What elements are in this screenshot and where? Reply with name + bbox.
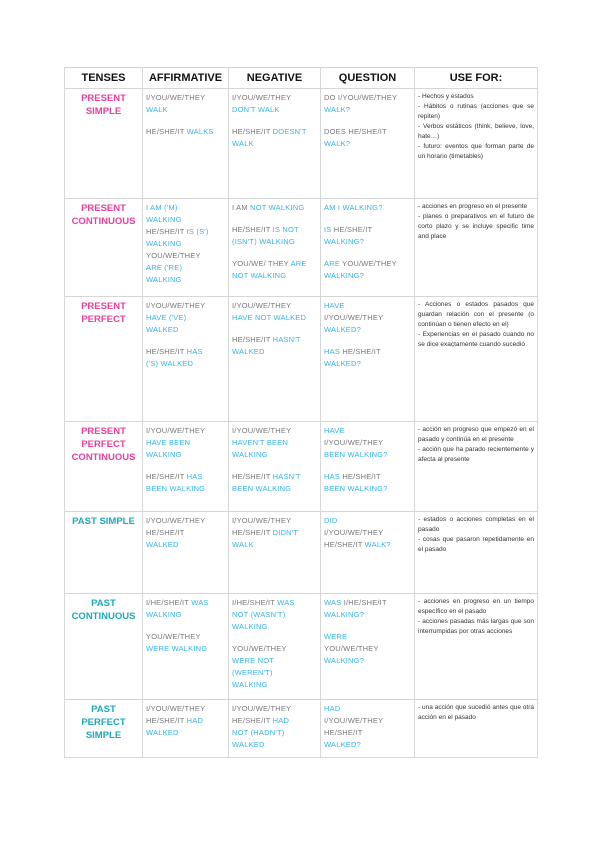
affirmative-line (146, 703, 225, 715)
table-row (65, 700, 538, 758)
affirmative-line (146, 715, 225, 727)
use-item: - cosas que pasaron repetidamente en el pasado (418, 536, 534, 553)
negative-line (232, 104, 317, 116)
verb-form: HAD (272, 716, 290, 725)
question-line (324, 515, 411, 527)
verb-form: WALKED? (324, 359, 361, 368)
verb-form: WALKING (146, 215, 182, 224)
header-affirmative: AFFIRMATIVE (143, 68, 229, 89)
verb-form: WALKING? (324, 610, 365, 619)
verb-form: WALKING (146, 275, 182, 284)
question-line (324, 471, 411, 483)
subject-text: HE/SHE/IT (146, 716, 187, 725)
tense-name: PRESENT PERFECT CONTINUOUS (65, 422, 143, 512)
use-item: - Verbos estáticos (think, believe, love, hate…) (418, 123, 534, 140)
verb-form: HAD (186, 716, 204, 725)
negative-line (232, 679, 317, 691)
use-item: - estados o acciones completas en el pasado (418, 516, 534, 533)
verb-form: WERE WALKING (146, 644, 208, 653)
affirmative-cell (143, 89, 229, 199)
question-line (324, 539, 411, 551)
affirmative-line (146, 300, 225, 312)
question-line (324, 437, 411, 449)
subject-text: I/HE/SHE/IT (343, 598, 387, 607)
verb-form: NOT WALKING (250, 203, 305, 212)
affirmative-line (146, 597, 225, 609)
subject-text: HE/SHE/IT (232, 127, 273, 136)
affirmative-line (146, 312, 225, 324)
subject-text: HE/SHE/IT (232, 472, 273, 481)
verb-form: WALKED (146, 325, 179, 334)
use-item: - acciones en progreso en un tiempo específico en el pasado (418, 598, 534, 615)
question-line (324, 425, 411, 437)
header-row (65, 68, 538, 89)
verb-form: HAD (324, 704, 341, 713)
line-gap (146, 116, 225, 126)
subject-text: YOU/WE/THEY (146, 632, 201, 641)
tense-name: PRESENT CONTINUOUS (65, 199, 143, 297)
verb-form: HAS (324, 347, 343, 356)
verb-form: NOT WALKING (232, 271, 287, 280)
verb-form: IS (324, 225, 334, 234)
subject-text: HE/SHE/IT (342, 347, 381, 356)
use-item: - acción en progreso que empezó en el pasado y continúa en el presente (418, 426, 534, 443)
negative-line (232, 609, 317, 621)
use-item: - futuro: eventos que forman parte de un horario (timetables) (418, 143, 534, 160)
header-question: QUESTION (321, 68, 415, 89)
affirmative-cell (143, 422, 229, 512)
question-line (324, 483, 411, 495)
verb-form: ARE ('RE) (146, 263, 183, 272)
line-gap (324, 248, 411, 258)
subject-text: HE/SHE/IT (333, 225, 373, 234)
table-row (65, 422, 538, 512)
negative-cell (229, 199, 321, 297)
use-item: - una acción que sucedió antes que otra acción en el pasado (418, 704, 534, 721)
verb-form: WALKING? (324, 237, 365, 246)
use-item: - Acciones o estados pasados que guardan relación con el presente (o continúan o tienen efecto en el) (418, 301, 534, 328)
question-cell (321, 199, 415, 297)
table-body (65, 89, 538, 758)
subject-text: YOU/WE/THEY (232, 644, 287, 653)
affirmative-line (146, 324, 225, 336)
negative-line (232, 539, 317, 551)
header-negative: NEGATIVE (229, 68, 321, 89)
subject-text: I/YOU/WE/THEY (232, 704, 292, 713)
negative-cell (229, 594, 321, 700)
negative-line (232, 643, 317, 655)
question-cell (321, 594, 415, 700)
question-cell (321, 422, 415, 512)
question-line (324, 346, 411, 358)
verb-form: WALK (232, 540, 254, 549)
negative-line (232, 715, 317, 727)
line-gap (146, 621, 225, 631)
negative-cell (229, 297, 321, 422)
negative-line (232, 471, 317, 483)
affirmative-line (146, 449, 225, 461)
question-line (324, 449, 411, 461)
verb-form: HAVE NOT WALKED (232, 313, 307, 322)
verb-form: DID (324, 516, 338, 525)
verb-form: I AM ('M) (146, 203, 178, 212)
affirmative-line (146, 104, 225, 116)
verb-form: DON'T WALK (232, 105, 280, 114)
subject-text: HE/SHE/IT (146, 528, 185, 537)
tense-name: PAST PERFECT SIMPLE (65, 700, 143, 758)
tenses-table (64, 67, 538, 758)
use-item: - acción que ha parado recientemente y afecta al presente (418, 446, 534, 463)
table-row (65, 297, 538, 422)
question-cell (321, 89, 415, 199)
question-line (324, 92, 411, 104)
question-line (324, 727, 411, 739)
use-cell (415, 700, 538, 758)
affirmative-line (146, 346, 225, 358)
use-cell (415, 512, 538, 594)
negative-line (232, 655, 317, 667)
verb-form: AM I WALKING? (324, 203, 383, 212)
affirmative-line (146, 425, 225, 437)
affirmative-cell (143, 700, 229, 758)
verb-form: HAS (186, 347, 203, 356)
verb-form: WALKED (146, 728, 179, 737)
subject-text: I/YOU/WE/THEY (324, 528, 384, 537)
affirmative-line (146, 202, 225, 214)
negative-line (232, 224, 317, 236)
question-line (324, 236, 411, 248)
negative-line (232, 667, 317, 679)
table-row (65, 594, 538, 700)
question-line (324, 643, 411, 655)
negative-cell (229, 512, 321, 594)
question-line (324, 358, 411, 370)
line-gap (324, 336, 411, 346)
subject-text: I/YOU/WE/THEY (232, 301, 292, 310)
verb-form: HAVE ('VE) (146, 313, 187, 322)
line-gap (324, 116, 411, 126)
affirmative-line (146, 609, 225, 621)
line-gap (324, 461, 411, 471)
line-gap (146, 336, 225, 346)
negative-line (232, 312, 317, 324)
subject-text: HE/SHE/IT (232, 528, 273, 537)
affirmative-line (146, 126, 225, 138)
table-row (65, 199, 538, 297)
negative-line (232, 202, 317, 214)
subject-text: I/HE/SHE/IT (232, 598, 278, 607)
affirmative-line (146, 527, 225, 539)
tense-name: PRESENT SIMPLE (65, 89, 143, 199)
verb-form: DOESN'T (272, 127, 307, 136)
verb-form: WALKING (232, 450, 268, 459)
affirmative-cell (143, 199, 229, 297)
subject-text: DO I/YOU/WE/THEY (324, 93, 398, 102)
question-line (324, 138, 411, 150)
verb-form: WALKED (232, 740, 265, 749)
use-item: - acciones pasadas más largas que son interrumpidas por otras acciones (418, 618, 534, 635)
verb-form: ARE (290, 259, 307, 268)
use-cell (415, 594, 538, 700)
use-cell (415, 422, 538, 512)
subject-text: HE/SHE/IT (232, 225, 273, 234)
verb-form: ARE (324, 259, 343, 268)
subject-text: YOU/WE/THEY (146, 251, 201, 260)
verb-form: WALK (146, 105, 168, 114)
use-cell (415, 89, 538, 199)
subject-text: HE/SHE/IT (232, 716, 273, 725)
verb-form: DIDN'T (272, 528, 299, 537)
negative-line (232, 425, 317, 437)
affirmative-cell (143, 594, 229, 700)
affirmative-line (146, 226, 225, 238)
use-cell (415, 297, 538, 422)
verb-form: WALKING (146, 239, 182, 248)
verb-form: BEEN WALKING? (324, 450, 388, 459)
negative-line (232, 334, 317, 346)
header-tenses: TENSES (65, 68, 143, 89)
question-line (324, 739, 411, 751)
verb-form: NOT (WASN'T) (232, 610, 286, 619)
use-item: - Hábitos o rutinas (acciones que se repiten) (418, 103, 534, 120)
negative-line (232, 300, 317, 312)
subject-text: HE/SHE/IT (324, 728, 363, 737)
negative-line (232, 703, 317, 715)
negative-line (232, 92, 317, 104)
question-line (324, 202, 411, 214)
header-use-for: USE FOR: (415, 68, 538, 89)
line-gap (324, 214, 411, 224)
negative-line (232, 346, 317, 358)
verb-form: WAS (324, 598, 344, 607)
verb-form: WERE NOT (232, 656, 275, 665)
question-line (324, 631, 411, 643)
question-line (324, 324, 411, 336)
verb-form: WALKS (186, 127, 214, 136)
tense-name: PRESENT PERFECT (65, 297, 143, 422)
use-item: - acciones en progreso en el presente (418, 203, 528, 210)
question-cell (321, 512, 415, 594)
affirmative-line (146, 643, 225, 655)
negative-line (232, 138, 317, 150)
subject-text: HE/SHE/IT (324, 540, 365, 549)
subject-text: I/YOU/WE/THEY (324, 438, 384, 447)
verb-form: IS (S') (186, 227, 209, 236)
affirmative-cell (143, 297, 229, 422)
question-line (324, 597, 411, 609)
affirmative-line (146, 515, 225, 527)
subject-text: HE/SHE/IT (146, 472, 187, 481)
subject-text: I/YOU/WE/THEY (146, 516, 206, 525)
line-gap (232, 214, 317, 224)
verb-form: WALK (232, 139, 254, 148)
verb-form: WALKING (146, 450, 182, 459)
question-cell (321, 297, 415, 422)
verb-form: WALKING (232, 622, 268, 631)
verb-form: (WEREN'T) (232, 668, 273, 677)
negative-line (232, 236, 317, 248)
verb-form: HAVEN'T BEEN (232, 438, 289, 447)
subject-text: YOU/WE/ THEY (232, 259, 291, 268)
question-line (324, 715, 411, 727)
affirmative-line (146, 483, 225, 495)
verb-form: HASN'T (272, 335, 301, 344)
subject-text: I/HE/SHE/IT (146, 598, 192, 607)
verb-form: ('S) WALKED (146, 359, 194, 368)
subject-text: HE/SHE/IT (146, 127, 187, 136)
question-line (324, 527, 411, 539)
verb-form: WALKED? (324, 325, 361, 334)
verb-form: WALK? (324, 139, 351, 148)
use-item: - Hechos y estados (418, 93, 474, 100)
subject-text: YOU/WE/THEY (342, 259, 397, 268)
subject-text: I/YOU/WE/THEY (232, 93, 292, 102)
verb-form: WALKED (232, 347, 265, 356)
table-row (65, 89, 538, 199)
verb-form: WALKING? (324, 271, 365, 280)
negative-line (232, 126, 317, 138)
affirmative-line (146, 92, 225, 104)
line-gap (232, 461, 317, 471)
question-line (324, 703, 411, 715)
affirmative-line (146, 262, 225, 274)
verb-form: HAVE (324, 301, 345, 310)
affirmative-line (146, 539, 225, 551)
subject-text: HE/SHE/IT (146, 347, 187, 356)
question-cell (321, 700, 415, 758)
tense-name: PAST SIMPLE (65, 512, 143, 594)
verb-form: HASN'T (272, 472, 301, 481)
verb-form: BEEN WALKING? (324, 484, 388, 493)
tense-name: PAST CONTINUOUS (65, 594, 143, 700)
negative-line (232, 727, 317, 739)
affirmative-line (146, 631, 225, 643)
subject-text: I AM (232, 203, 251, 212)
verb-form: WAS (191, 598, 209, 607)
subject-text: I/YOU/WE/THEY (232, 426, 292, 435)
use-item: - planes o preparativos en el futuro de corto plazo y se incluye specific time and place (418, 213, 534, 240)
question-line (324, 270, 411, 282)
negative-cell (229, 422, 321, 512)
negative-line (232, 739, 317, 751)
negative-cell (229, 700, 321, 758)
subject-text: I/YOU/WE/THEY (146, 301, 206, 310)
affirmative-line (146, 274, 225, 286)
verb-form: NOT (HADN'T) (232, 728, 285, 737)
negative-cell (229, 89, 321, 199)
verb-form: WALKED? (324, 740, 361, 749)
subject-text: I/YOU/WE/THEY (146, 93, 206, 102)
question-line (324, 312, 411, 324)
verb-form: WERE (324, 632, 348, 641)
verb-form: HAS (186, 472, 203, 481)
verb-form: HAS (324, 472, 343, 481)
subject-text: HE/SHE/IT (232, 335, 273, 344)
negative-line (232, 527, 317, 539)
negative-line (232, 621, 317, 633)
negative-line (232, 515, 317, 527)
subject-text: I/YOU/WE/THEY (324, 313, 384, 322)
verb-form: HAVE BEEN (146, 438, 191, 447)
affirmative-line (146, 358, 225, 370)
negative-line (232, 483, 317, 495)
verb-form: WAS (277, 598, 295, 607)
line-gap (232, 324, 317, 334)
subject-text: DOES HE/SHE/IT (324, 127, 387, 136)
negative-line (232, 597, 317, 609)
negative-line (232, 449, 317, 461)
line-gap (232, 116, 317, 126)
line-gap (232, 633, 317, 643)
use-item: - Experiencias en el pasado cuando no se dice exactamente cuando sucedió (418, 331, 534, 348)
affirmative-cell (143, 512, 229, 594)
affirmative-line (146, 727, 225, 739)
subject-text: HE/SHE/IT (342, 472, 381, 481)
line-gap (324, 621, 411, 631)
line-gap (232, 248, 317, 258)
verb-form: WALKING (232, 680, 268, 689)
question-line (324, 300, 411, 312)
question-line (324, 655, 411, 667)
subject-text: YOU/WE/THEY (324, 644, 379, 653)
verb-form: BEEN WALKING (232, 484, 292, 493)
affirmative-line (146, 250, 225, 262)
verb-form: BEEN WALKING (146, 484, 206, 493)
negative-line (232, 258, 317, 270)
question-line (324, 126, 411, 138)
subject-text: I/YOU/WE/THEY (146, 426, 206, 435)
question-line (324, 224, 411, 236)
affirmative-line (146, 214, 225, 226)
verb-form: WALK? (324, 105, 351, 114)
verb-form: (ISN'T) WALKING (232, 237, 295, 246)
question-line (324, 104, 411, 116)
subject-text: I/YOU/WE/THEY (324, 716, 384, 725)
verb-form: WALKING? (324, 656, 365, 665)
subject-text: HE/SHE/IT (146, 227, 187, 236)
question-line (324, 609, 411, 621)
verb-form: WALKING (146, 610, 182, 619)
verb-form: HAVE (324, 426, 345, 435)
question-line (324, 258, 411, 270)
subject-text: I/YOU/WE/THEY (232, 516, 292, 525)
affirmative-line (146, 238, 225, 250)
table-row (65, 512, 538, 594)
affirmative-line (146, 437, 225, 449)
affirmative-line (146, 471, 225, 483)
verb-form: WALK? (364, 540, 391, 549)
verb-form: WALKED (146, 540, 179, 549)
use-cell (415, 199, 538, 297)
negative-line (232, 270, 317, 282)
verb-form: IS NOT (272, 225, 299, 234)
subject-text: I/YOU/WE/THEY (146, 704, 206, 713)
line-gap (146, 461, 225, 471)
negative-line (232, 437, 317, 449)
